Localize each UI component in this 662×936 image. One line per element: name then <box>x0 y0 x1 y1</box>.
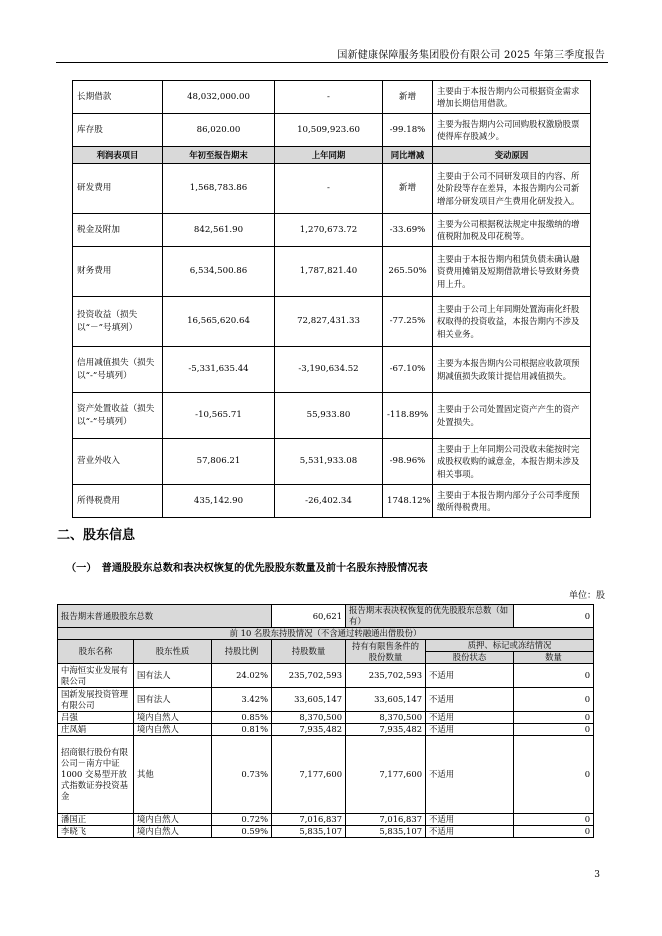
shareholder-status: 不适用 <box>426 712 514 724</box>
col-restricted: 持有有限售条件的股份数量 <box>346 640 426 664</box>
shareholder-ratio: 24.02% <box>212 664 272 688</box>
table-row <box>58 814 594 826</box>
shareholder-count: 0 <box>514 712 594 724</box>
item-cell: 库存股 <box>73 114 163 147</box>
shareholder-count: 0 <box>514 826 594 838</box>
shareholder-nature: 其他 <box>134 736 212 814</box>
shareholder-nature: 境内自然人 <box>134 814 212 826</box>
shareholder-name: 李晓飞 <box>58 826 134 838</box>
reason-cell: 主要为报告期内公司回购股权激励股票使得库存股减少。 <box>433 114 591 147</box>
change-cell: 新增 <box>383 81 433 114</box>
col-count: 数量 <box>514 652 594 664</box>
shareholder-quantity: 5,835,107 <box>272 826 346 838</box>
item-cell: 营业外收入 <box>73 439 163 485</box>
shareholder-nature: 境内自然人 <box>134 826 212 838</box>
current-cell: 16,565,620.64 <box>163 297 275 347</box>
change-cell: -67.10% <box>383 347 433 393</box>
shareholder-name: 中海恒实业发展有限公司 <box>58 664 134 688</box>
table-row <box>73 393 591 439</box>
reason-cell: 主要由于公司不同研发项目的内容、所处阶段等存在差异，本报告期内公司新增部分研发项目产生费用化研发投入。 <box>433 164 591 214</box>
header-cell: 年初至报告期末 <box>163 147 275 164</box>
table-row <box>58 826 594 838</box>
shareholder-restricted: 33,605,147 <box>346 688 426 712</box>
item-cell: 所得税费用 <box>73 485 163 518</box>
shareholder-nature: 国有法人 <box>134 688 212 712</box>
item-cell: 研发费用 <box>73 164 163 214</box>
current-cell: 86,020.00 <box>163 114 275 147</box>
shareholder-restricted: 8,370,500 <box>346 712 426 724</box>
current-cell: 48,032,000.00 <box>163 81 275 114</box>
totals-row <box>58 605 594 628</box>
prior-cell: 55,933.80 <box>275 393 383 439</box>
shareholder-status: 不适用 <box>426 814 514 826</box>
header-cell: 上年同期 <box>275 147 383 164</box>
shareholder-count: 0 <box>514 814 594 826</box>
shareholder-quantity: 7,016,837 <box>272 814 346 826</box>
reason-cell: 主要由于本报告期内公司根据资金需求增加长期信用借款。 <box>433 81 591 114</box>
table-row <box>73 164 591 214</box>
item-cell: 信用减值损失（损失以“-”号填列） <box>73 347 163 393</box>
shareholder-quantity: 7,177,600 <box>272 736 346 814</box>
prior-cell: 1,270,673.72 <box>275 214 383 247</box>
prior-cell: -26,402.34 <box>275 485 383 518</box>
reason-cell: 主要由于公司上年同期处置海南化纤股权取得的投资收益，本报告期内不涉及相关业务。 <box>433 297 591 347</box>
header-cell: 变动原因 <box>433 147 591 164</box>
shareholder-restricted: 7,935,482 <box>346 724 426 736</box>
table-row <box>73 485 591 518</box>
shareholder-count: 0 <box>514 688 594 712</box>
col-pledge-group: 质押、标记或冻结情况 <box>426 640 594 652</box>
reason-cell: 主要为本报告期内公司根据应收款项预期减值损失政策计提信用减值损失。 <box>433 347 591 393</box>
table-row <box>73 347 591 393</box>
table-row <box>58 664 594 688</box>
shareholder-nature: 国有法人 <box>134 664 212 688</box>
caption-row <box>58 628 594 640</box>
header-cell: 利润表项目 <box>73 147 163 164</box>
shareholder-ratio: 0.72% <box>212 814 272 826</box>
shareholder-count: 0 <box>514 664 594 688</box>
prior-cell: 72,827,431.33 <box>275 297 383 347</box>
prior-cell: 10,509,923.60 <box>275 114 383 147</box>
current-cell: 6,534,500.86 <box>163 247 275 297</box>
table-row <box>73 81 591 114</box>
shareholder-name: 国新发展投资管理有限公司 <box>58 688 134 712</box>
table-row <box>73 297 591 347</box>
page-number: 3 <box>594 870 600 880</box>
shareholders-table <box>57 604 594 838</box>
prior-cell: - <box>275 164 383 214</box>
shareholder-name: 潘国正 <box>58 814 134 826</box>
col-nature: 股东性质 <box>134 640 212 664</box>
table-row <box>58 724 594 736</box>
change-cell: -98.96% <box>383 439 433 485</box>
prior-cell: 1,787,821.40 <box>275 247 383 297</box>
prior-cell: -3,190,634.52 <box>275 347 383 393</box>
table-row <box>73 247 591 297</box>
change-cell: 265.50% <box>383 247 433 297</box>
top10-caption: 前 10 名股东持股情况（不含通过转融通出借股份） <box>58 628 594 640</box>
shareholder-status: 不适用 <box>426 664 514 688</box>
shareholder-nature: 境内自然人 <box>134 712 212 724</box>
shareholder-name: 庄凤娟 <box>58 724 134 736</box>
subsection-title: （一） 普通股股东总数和表决权恢复的优先股股东数量及前十名股东持股情况表 <box>66 563 428 574</box>
current-cell: 842,561.90 <box>163 214 275 247</box>
shareholder-ratio: 0.73% <box>212 736 272 814</box>
item-cell: 资产处置收益（损失以“-”号填列） <box>73 393 163 439</box>
change-cell: -118.89% <box>383 393 433 439</box>
shareholder-restricted: 7,177,600 <box>346 736 426 814</box>
table-row <box>73 114 591 147</box>
shareholder-quantity: 235,702,593 <box>272 664 346 688</box>
change-cell: -99.18% <box>383 114 433 147</box>
change-analysis-table <box>72 80 591 518</box>
col-quantity: 持股数量 <box>272 640 346 664</box>
shareholder-restricted: 5,835,107 <box>346 826 426 838</box>
total-shareholders-value: 60,621 <box>272 605 346 628</box>
shareholder-status: 不适用 <box>426 736 514 814</box>
prior-cell: 5,531,933.08 <box>275 439 383 485</box>
current-cell: -5,331,635.44 <box>163 347 275 393</box>
shareholder-nature: 境内自然人 <box>134 724 212 736</box>
change-cell: 新增 <box>383 164 433 214</box>
table-row <box>73 439 591 485</box>
change-cell: 1748.12% <box>383 485 433 518</box>
preferred-shareholders-label: 报告期末表决权恢复的优先股股东总数（如有） <box>346 605 514 628</box>
shareholder-name: 招商银行股份有限公司－南方中证 1000 交易型开放式指数证券投资基金 <box>58 736 134 814</box>
item-cell: 长期借款 <box>73 81 163 114</box>
table-row <box>58 736 594 814</box>
item-cell: 财务费用 <box>73 247 163 297</box>
header-divider <box>56 62 608 63</box>
shareholder-restricted: 7,016,837 <box>346 814 426 826</box>
shareholder-name: 吕强 <box>58 712 134 724</box>
reason-cell: 主要由于本报告期内租赁负债未确认融资费用摊销及短期借款增长导致财务费用上升。 <box>433 247 591 297</box>
current-cell: -10,565.71 <box>163 393 275 439</box>
preferred-shareholders-value: 0 <box>514 605 594 628</box>
shareholder-count: 0 <box>514 736 594 814</box>
change-cell: -77.25% <box>383 297 433 347</box>
shareholder-count: 0 <box>514 724 594 736</box>
shareholder-status: 不适用 <box>426 826 514 838</box>
shareholder-ratio: 0.81% <box>212 724 272 736</box>
reason-cell: 主要由于上年同期公司没收未能按时完成股权收购的诚意金，本报告期未涉及相关事项。 <box>433 439 591 485</box>
shareholder-quantity: 7,935,482 <box>272 724 346 736</box>
shareholder-status: 不适用 <box>426 724 514 736</box>
header-cell: 同比增减 <box>383 147 433 164</box>
shareholder-status: 不适用 <box>426 688 514 712</box>
current-cell: 1,568,783.86 <box>163 164 275 214</box>
prior-cell: - <box>275 81 383 114</box>
section-title: 二、股东信息 <box>57 528 136 543</box>
unit-label: 单位：股 <box>568 591 605 601</box>
table-row <box>58 712 594 724</box>
total-shareholders-label: 报告期末普通股股东总数 <box>58 605 272 628</box>
shareholder-quantity: 33,605,147 <box>272 688 346 712</box>
reason-cell: 主要由于公司处置固定资产产生的资产处置损失。 <box>433 393 591 439</box>
current-cell: 57,806.21 <box>163 439 275 485</box>
report-header-title: 国新健康保障服务集团股份有限公司 2025 年第三季度报告 <box>337 50 605 61</box>
col-name: 股东名称 <box>58 640 134 664</box>
table-row <box>73 214 591 247</box>
change-cell: -33.69% <box>383 214 433 247</box>
shareholder-quantity: 8,370,500 <box>272 712 346 724</box>
reason-cell: 主要为公司根据税法规定申报缴纳的增值税附加税及印花税等。 <box>433 214 591 247</box>
current-cell: 435,142.90 <box>163 485 275 518</box>
item-cell: 投资收益（损失以“－”号填列） <box>73 297 163 347</box>
col-status: 股份状态 <box>426 652 514 664</box>
table-row <box>58 688 594 712</box>
income-header-row <box>73 147 591 164</box>
shareholder-ratio: 0.59% <box>212 826 272 838</box>
item-cell: 税金及附加 <box>73 214 163 247</box>
col-ratio: 持股比例 <box>212 640 272 664</box>
column-header-row <box>58 640 594 652</box>
shareholder-restricted: 235,702,593 <box>346 664 426 688</box>
reason-cell: 主要由于本报告期内部分子公司季度预缴所得税费用。 <box>433 485 591 518</box>
shareholder-ratio: 0.85% <box>212 712 272 724</box>
shareholder-ratio: 3.42% <box>212 688 272 712</box>
